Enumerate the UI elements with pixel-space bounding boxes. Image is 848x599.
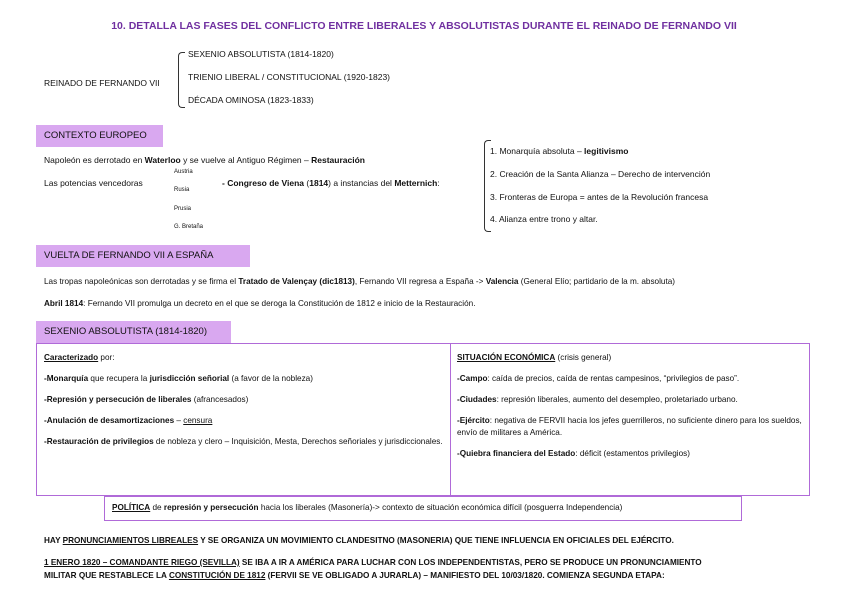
politica-line: POLÍTICA de represión y persecución hacia los liberales (Masonería)-> contexto de situación económica difícil (posguerra Independencia) — [112, 503, 623, 512]
napoleon-line: Napoleón es derrotado en Waterloo y se vuelve al Antiguo Régimen – Restauración — [44, 155, 365, 165]
sexenio-left: Caracterizado por: -Monarquía que recupera la jurisdicción señorial (a favor de la nobleza) -Represión y persecución de liberales (afrancesados) -Anulación de desamortizaciones – censura -Restauración de privilegios de nobleza y clero – Inquisición, Mesta, Derechos señoriales y jurisdiccionales. — [44, 353, 443, 446]
phase-3: DÉCADA OMINOSA (1823-1833) — [188, 95, 314, 105]
potencias-label: Las potencias vencedoras — [44, 178, 143, 188]
potencia-rusia: Rusia — [174, 187, 190, 193]
congreso-point-2: 2. Creación de la Santa Alianza – Derecho de intervención — [490, 169, 711, 179]
closing-paragraph-2-line-1: 1 ENERO 1820 – COMANDANTE RIEGO (SEVILLA) SE IBA A IR A AMÉRICA PARA LUCHAR CON LOS INDEPENDENTISTAS, PERO SE PRODUCE UN PRONUNCIAMIENTO — [44, 558, 702, 567]
vuelta-header: VUELTA DE FERNANDO VII A ESPAÑA — [36, 245, 250, 267]
reinado-label: REINADO DE FERNANDO VII — [44, 78, 160, 88]
phase-1: SEXENIO ABSOLUTISTA (1814-1820) — [188, 49, 334, 59]
congreso-point-1: 1. Monarquía absoluta – legitivismo — [490, 146, 629, 156]
congreso-point-4: 4. Alianza entre trono y altar. — [490, 214, 598, 224]
congreso-viena: - Congreso de Viena (1814) a instancias del Metternich: — [222, 178, 440, 188]
potencia-prusia: Prusia — [174, 206, 192, 212]
contexto-header: CONTEXTO EUROPEO — [36, 125, 163, 147]
page-title: 10. DETALLA LAS FASES DEL CONFLICTO ENTRE LIBERALES Y ABSOLUTISTAS DURANTE EL REINADO DE FERNANDO VII — [111, 20, 737, 32]
sexenio-divider — [450, 343, 451, 496]
closing-paragraph-1: HAY PRONUNCIAMIENTOS LIBREALES Y SE ORGANIZA UN MOVIMIENTO CLANDESITNO (MASONERIA) QUE TIENE INFLUENCIA EN OFICIALES DEL EJÉRCITO. — [44, 536, 674, 545]
potencia-gbretana: G. Bretaña — [174, 224, 204, 230]
vuelta-line-1: Las tropas napoleónicas son derrotadas y se firma el Tratado de Valençay (dic1813), Fernando VII regresa a España -> Valencia (General Elío; partidario de la m. absoluta) — [44, 277, 676, 286]
reinado-brace — [178, 52, 185, 108]
vuelta-line-2: Abril 1814: Fernando VII promulga un decreto en el que se deroga la Constitución de 1812 e inicio de la Restauración. — [44, 299, 476, 308]
closing-paragraph-2-line-2: MILITAR QUE RESTABLECE LA CONSTITUCIÓN DE 1812 (FERVII SE VE OBLIGADO A JURARLA) – MANIFIESTO DEL 10/03/1820. COMIENZA SEGUNDA ETAPA: — [44, 571, 665, 580]
sexenio-header: SEXENIO ABSOLUTISTA (1814-1820) — [36, 321, 231, 343]
sexenio-right: SITUACIÓN ECONÓMICA (crisis general) -Campo: caída de precios, caída de rentas campesinos, “privilegios de paso”. -Ciudades: represión liberales, aumento del desempleo, proletariado urbano. -Ejército: negativa de FERVII hacia los jefes guerrilleros, no suficiente dinero para los sueldos, envío de militares a América. -Quiebra financiera del Estado: déficit (estamentos privilegios) — [457, 353, 802, 458]
phase-2: TRIENIO LIBERAL / CONSTITUCIONAL (1920-1823) — [188, 72, 391, 82]
potencia-austria: Austria — [174, 169, 193, 175]
congreso-point-3: 3. Fronteras de Europa = antes de la Revolución francesa — [490, 192, 709, 202]
